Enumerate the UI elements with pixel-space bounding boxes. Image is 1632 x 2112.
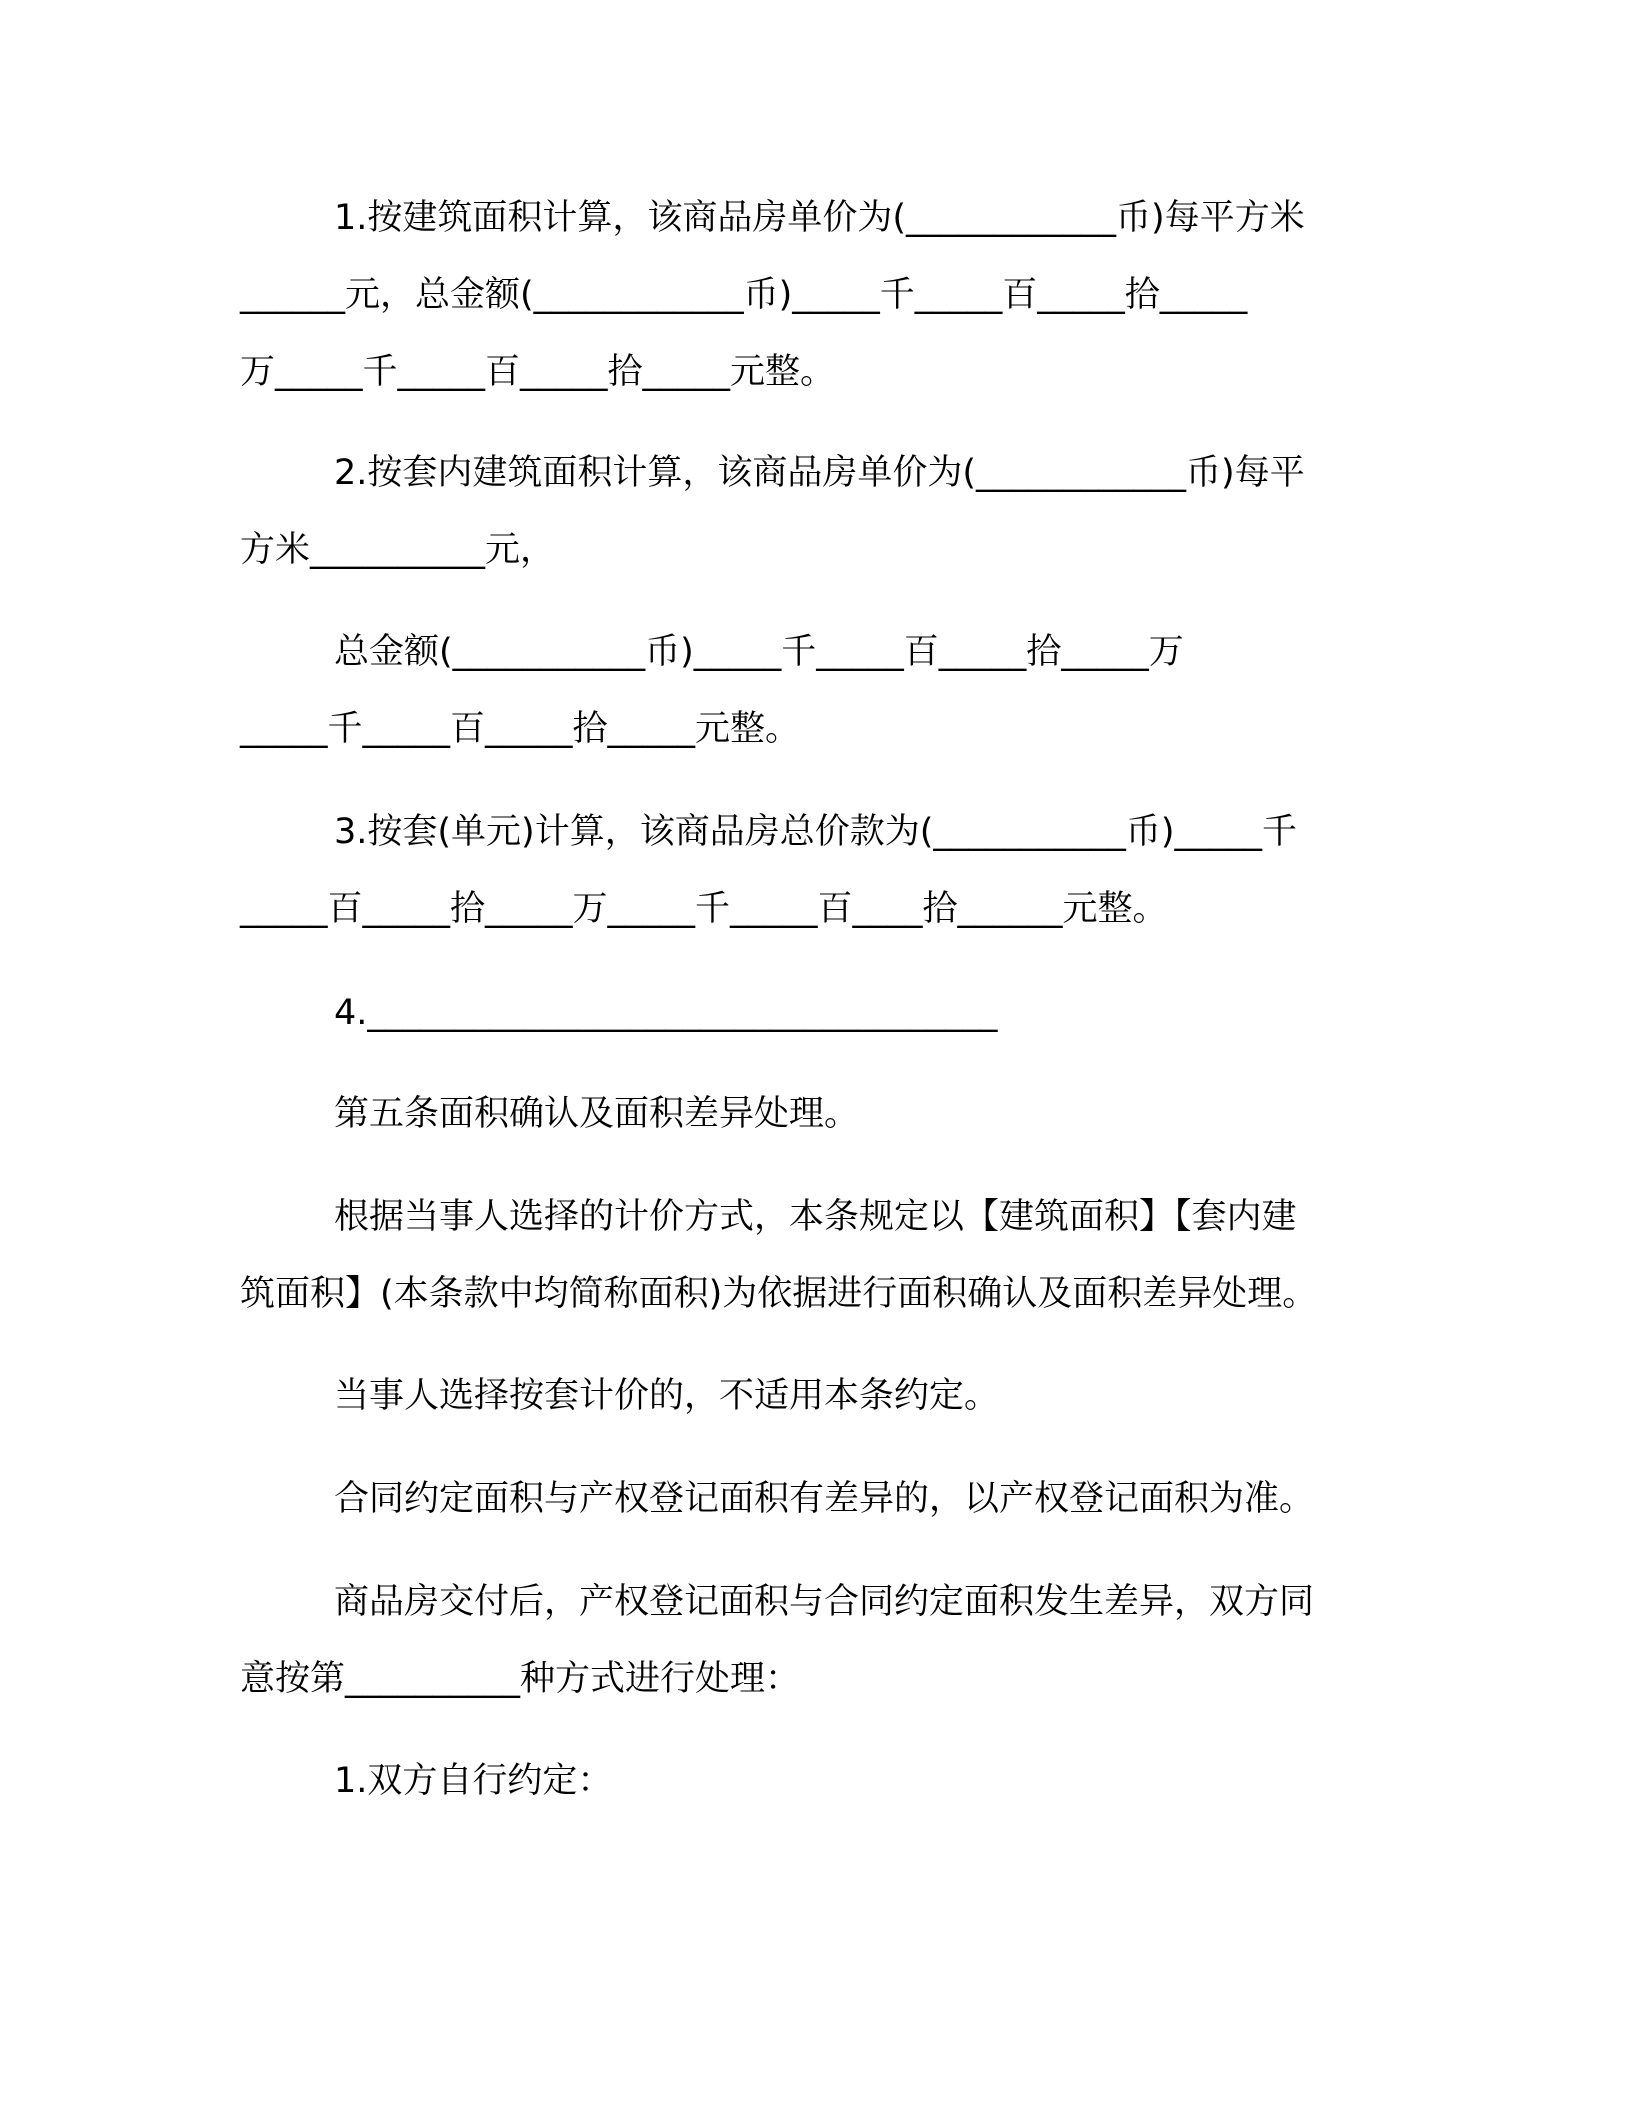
clause-3-line-1: 3.按套(单元)计算，该商品房总价款为(___________币)_____千 bbox=[334, 812, 1298, 852]
article-5-paragraph-1-line-1: 根据当事人选择的计价方式，本条规定以【建筑面积】【套内建 bbox=[334, 1197, 1297, 1237]
clause-2-total-line-1: 总金额(___________币)_____千_____百_____拾_____万 bbox=[334, 632, 1184, 672]
clause-1-line-2: ______元，总金额(____________币)_____千_____百_____拾_____ bbox=[240, 275, 1248, 315]
clause-1-line-1: 1.按建筑面积计算，该商品房单价为(____________币)每平方米 bbox=[334, 198, 1305, 238]
article-5-paragraph-4-line-2: 意按第__________种方式进行处理： bbox=[240, 1659, 801, 1699]
clause-3-line-2: _____百_____拾_____万_____千_____百____拾______元整。 bbox=[240, 889, 1168, 929]
clause-2-line-1: 2.按套内建筑面积计算，该商品房单价为(____________币)每平 bbox=[334, 453, 1305, 493]
clause-4-line: 4.____________________________________ bbox=[334, 993, 998, 1033]
clause-2-total-line-2: _____千_____百_____拾_____元整。 bbox=[240, 709, 801, 749]
article-5-paragraph-3: 合同约定面积与产权登记面积有差异的，以产权登记面积为准。 bbox=[334, 1479, 1315, 1519]
article-5-paragraph-1-line-2: 筑面积】(本条款中均简称面积)为依据进行面积确认及面积差异处理。 bbox=[240, 1274, 1318, 1314]
option-1-line: 1.双方自行约定： bbox=[334, 1761, 613, 1801]
article-5-heading: 第五条面积确认及面积差异处理。 bbox=[334, 1094, 860, 1134]
clause-1-line-3: 万_____千_____百_____拾_____元整。 bbox=[240, 352, 836, 392]
clause-2-line-2: 方米__________元， bbox=[240, 530, 556, 570]
article-5-paragraph-2: 当事人选择按套计价的，不适用本条约定。 bbox=[334, 1376, 1000, 1416]
article-5-paragraph-4-line-1: 商品房交付后，产权登记面积与合同约定面积发生差异，双方同 bbox=[334, 1582, 1315, 1622]
